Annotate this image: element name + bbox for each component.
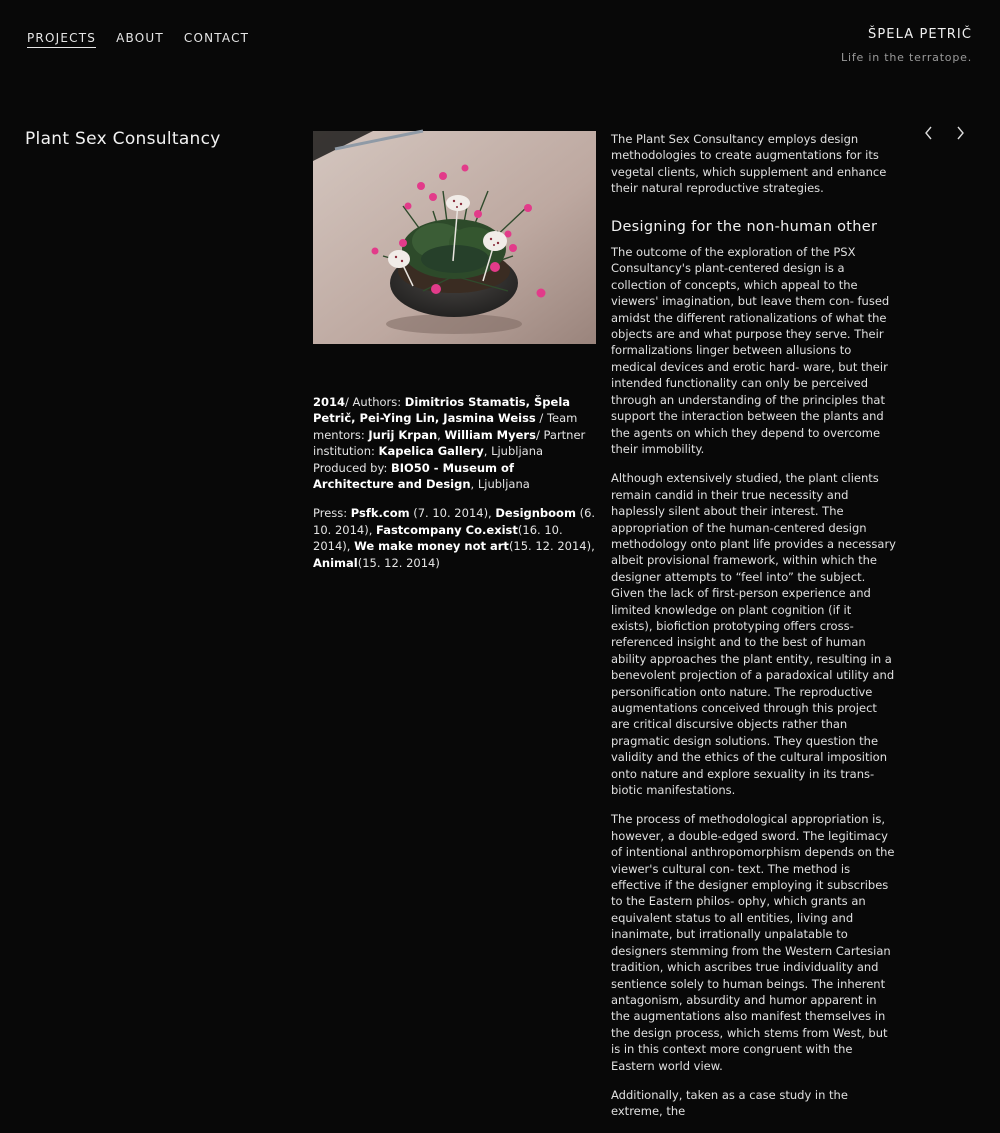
body-paragraph: Although extensively studied, the plant clients remain candid in their true necessity and haplessly silent about their interest. The appropriation of the human-centered design methodology onto plant life provides a necessary albeit provisional framework, within which the designer attempts to “feel into” the subject. Given the lack of first-person experience and limited knowledge on plant cognition (if it exists), biofiction prototyping offers cross-referenced insight and to the best of human ability approaches the plant entity, resulting in a benevolent projection of a paradoxical utility and personification onto nature. The reproductive augmentations conceived through this project are critical discursive objects rather than pragmatic design solutions. They question the validity and the ethics of the cultural imposition onto nature and explore sexuality in its trans-biotic manifestations. <box>611 471 896 798</box>
nav-about[interactable]: ABOUT <box>116 31 164 45</box>
credits-mentor-separator: , <box>437 427 445 442</box>
credits-mentor-1: Jurij Krpan <box>368 427 438 442</box>
body-paragraph: The process of methodological appropriation is, however, a double-edged sword. The legitimacy of intentional anthropomorphism depends on the viewer's cultural con- text. The method is effective if the designer employing it subscribes to the Eastern philos- ophy, which grants an equivalent status to all entities, living and inanimate, but irrationally unpalatable to designers stemming from the Western Cartesian tradition, which ascribes true individuality and sentience solely to human beings. The inherent antagonism, absurdity and humor apparent in the augmentations also manifest themselves in the design process, which stems from West, but is in this context more congruent with the Eastern world view. <box>611 812 895 1073</box>
intro-paragraph: The Plant Sex Consultancy employs design methodologies to create augmentations for its vegetal clients, which supplement and enhance their natural reproductive strategies. <box>611 132 887 196</box>
project-description <box>611 131 896 1133</box>
section-heading: Designing for the non-human other <box>611 218 878 235</box>
project-title: Plant Sex Consultancy <box>25 129 221 149</box>
credits-authors-label: / Authors: <box>345 395 405 409</box>
press-date: (15. 12. 2014) <box>357 555 440 570</box>
press-link[interactable]: Designboom <box>495 506 576 521</box>
previous-project-button[interactable] <box>920 124 938 142</box>
credits-paragraph <box>313 394 596 492</box>
press-label: Press: <box>313 506 351 521</box>
credits-mentors-label: / Team mentors: <box>313 411 578 442</box>
photo-plant-pot-icon <box>313 131 596 344</box>
credits-partner-city: , Ljubljana Produced by: <box>313 444 544 475</box>
credits-producer: BIO50 - Museum of Architecture and Design <box>313 460 514 492</box>
press-link[interactable]: Psfk.com <box>350 506 410 521</box>
press-link[interactable]: Fastcompany Co.exist <box>376 522 518 537</box>
credits-year: 2014 <box>313 395 346 409</box>
project-image[interactable] <box>313 131 596 344</box>
press-date: (15. 12. 2014), <box>508 539 595 554</box>
site-tagline: Life in the terratope. <box>841 51 972 64</box>
project-credits <box>313 394 596 584</box>
press-date: (6. 10. 2014), <box>313 506 596 537</box>
body-paragraph: Additionally, taken as a case study in the extreme, the <box>611 1087 848 1119</box>
main-nav <box>27 31 249 48</box>
credits-producer-city: , Ljubljana <box>470 477 530 492</box>
press-link[interactable]: We make money not art <box>354 539 509 554</box>
press-date: (7. 10. 2014), <box>409 506 496 521</box>
credits-mentor-2: William Myers <box>444 427 536 442</box>
next-project-button[interactable] <box>951 124 969 142</box>
press-link[interactable]: Animal <box>313 555 358 570</box>
press-paragraph <box>313 505 596 571</box>
credits-partner: Kapelica Gallery <box>378 444 484 459</box>
press-date: (16. 10. 2014), <box>313 522 563 554</box>
credits-partner-label: / Partner institution: <box>313 427 586 459</box>
chevron-left-icon <box>924 126 934 140</box>
credits-authors: Dimitrios Stamatis, Špela Petrič, Pei-Ying Lin, Jasmina Weiss <box>313 395 571 426</box>
chevron-right-icon <box>955 126 965 140</box>
nav-projects[interactable]: PROJECTS <box>27 31 96 48</box>
nav-contact[interactable]: CONTACT <box>183 31 250 45</box>
site-title[interactable]: ŠPELA PETRIČ <box>867 27 972 42</box>
body-paragraph: The outcome of the exploration of the PSX Consultancy's plant-centered design is a collection of concepts, which appeal to the viewers' imagination, but leave them con- fused amidst the different rationalizations of what the objects are and what purpose they serve. Their formalizations linger between allusions to medical devices and erotic hard- ware, but their intended functionality can only be perceived through an understanding of the principles that support the interaction between the plants and the agents on which they depend to overcome their immobility. <box>611 245 890 456</box>
